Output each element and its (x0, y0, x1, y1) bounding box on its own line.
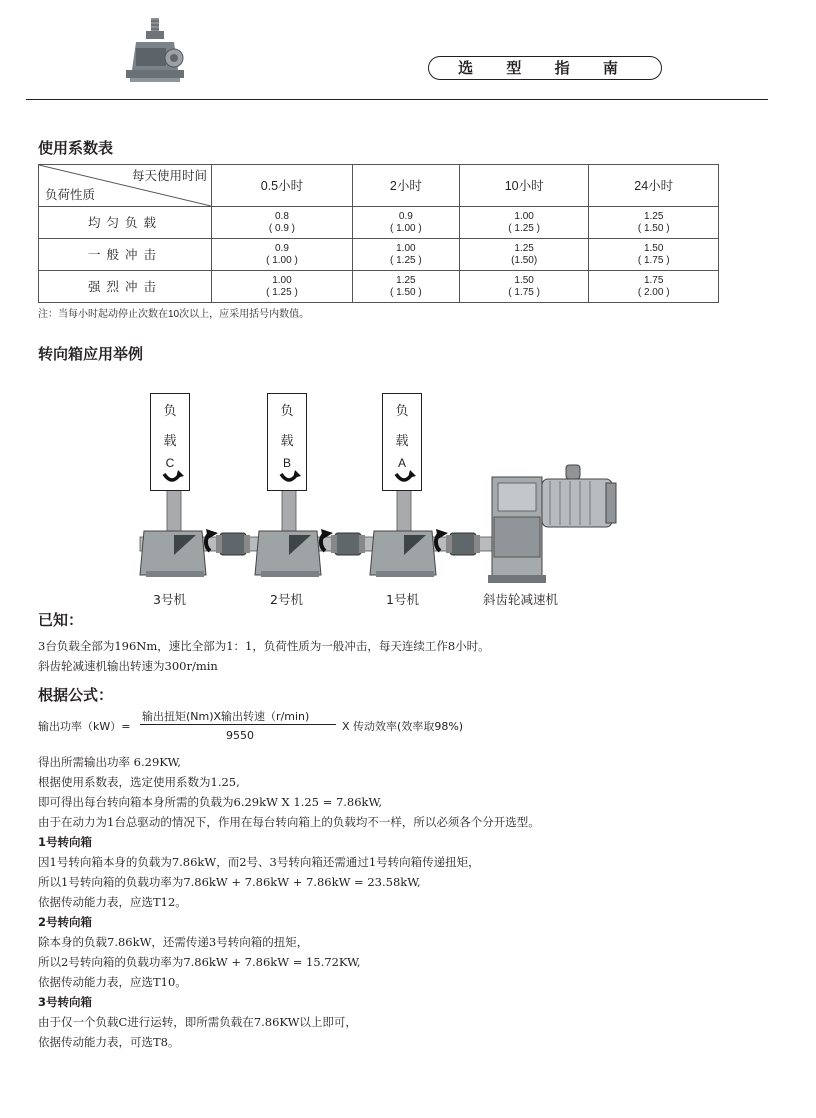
section-title-coefficient-table: 使用系数表 (38, 139, 114, 157)
table-note: 注：当每小时起动停止次数在10次以上，应采用括号内数值。 (38, 309, 310, 320)
table-cell (212, 207, 353, 239)
calc-line: 依据传动能力表，可选T8。 (38, 1035, 180, 1049)
table-cell (459, 271, 589, 303)
helical-gear-reducer (488, 465, 616, 583)
calc-line: 因1号转向箱本身的负载为7.86kW，而2号、3号转向箱还需通过1号转向箱传递扭矩， (38, 855, 480, 869)
load-label-char: 负 (163, 404, 177, 419)
reducer-label: 斜齿轮减速机 (483, 592, 559, 607)
coupling (216, 533, 250, 555)
formula-rhs: X 传动效率(效率取98%) (342, 720, 464, 733)
header-divider (26, 99, 768, 100)
cell-value: 1.25 (643, 210, 664, 222)
machine-label-2: 2号机 (270, 592, 303, 607)
cell-value: 1.00 (514, 210, 534, 222)
cell-value: 0.9 (274, 242, 289, 254)
load-label-char: 负 (280, 404, 294, 419)
table-cell (589, 271, 719, 303)
calc-line: 所以2号转向箱的负载功率为7.86kW + 7.86kW = 15.72KW, (38, 955, 361, 969)
table-row (39, 207, 719, 239)
gearbox-1 (370, 531, 436, 577)
known-text (38, 636, 490, 676)
cell-value: 1.25 (514, 242, 534, 254)
cell-value: 0.8 (274, 210, 289, 222)
page-header-title: 选 型 指 南 (428, 56, 662, 80)
calc-line: 由于在动力为1台总驱动的情况下，作用在每台转向箱上的负载均不一样，所以必须各个分开选型。 (38, 815, 540, 829)
cell-value-bracket: ( 1.50 ) (390, 286, 422, 298)
table-row (39, 239, 719, 271)
cell-value-bracket: ( 1.75 ) (508, 286, 540, 298)
table-cell (352, 239, 459, 271)
formula-lhs: 输出功率（kW）= (38, 720, 131, 733)
table-row (39, 271, 719, 303)
coupling (331, 533, 365, 555)
column-header: 2小时 (352, 165, 459, 207)
calc-line: 依据传动能力表，应选T12。 (38, 895, 187, 909)
cell-value-bracket: ( 1.50 ) (637, 222, 670, 234)
machine-label-3: 3号机 (153, 592, 186, 607)
load-label-letter: A (397, 456, 406, 470)
corner-header-bottom: 负荷性质 (45, 188, 96, 202)
gearbox-3-title: 3号转向箱 (38, 995, 93, 1009)
load-label-char: 载 (395, 434, 409, 449)
load-label-char: 载 (163, 434, 177, 449)
cell-value-bracket: ( 1.25 ) (390, 254, 422, 266)
table-cell (459, 239, 589, 271)
column-header: 24小时 (589, 165, 719, 207)
gearbox-1-title: 1号转向箱 (38, 835, 93, 849)
cell-value: 1.50 (514, 274, 534, 286)
load-label-letter: C (165, 456, 175, 470)
formula-denominator: 9550 (226, 729, 254, 742)
row-label: 强烈冲击 (39, 271, 212, 303)
formula-title: 根据公式： (38, 686, 114, 704)
row-label: 均匀负载 (39, 207, 212, 239)
gearbox-2 (255, 531, 321, 577)
cell-value: 1.00 (396, 242, 416, 254)
calc-line: 所以1号转向箱的负载功率为7.86kW + 7.86kW + 7.86kW = 23.58kW, (38, 875, 421, 889)
cell-value-bracket: ( 1.00 ) (266, 254, 298, 266)
cell-value-bracket: ( 1.75 ) (637, 254, 670, 266)
calc-line: 依据传动能力表，应选T10。 (38, 975, 187, 989)
table-cell (589, 207, 719, 239)
calculation-block (38, 752, 798, 1052)
gearbox-application-diagram (130, 455, 630, 590)
cell-value: 0.9 (398, 210, 413, 222)
cell-value: 1.75 (643, 274, 664, 286)
coupling (446, 533, 480, 555)
cell-value-bracket: ( 0.9 ) (268, 222, 295, 234)
calc-line: 由于仅一个负载C进行运转，即所需负载在7.86KW以上即可， (38, 1015, 357, 1029)
table-cell (212, 239, 353, 271)
table-cell (352, 207, 459, 239)
cell-value: 1.25 (396, 274, 416, 286)
formula-numerator: 输出扭矩(Nm)X输出转速（r/min) (142, 710, 310, 723)
rotation-arrow-icon (392, 470, 416, 488)
table-cell (459, 207, 589, 239)
row-label: 一般冲击 (39, 239, 212, 271)
rotation-arrow-icon (160, 470, 184, 488)
gearbox-2-title: 2号转向箱 (38, 915, 93, 929)
table-cell (352, 271, 459, 303)
calc-line: 除本身的负载7.86kW，还需传递3号转向箱的扭矩， (38, 935, 309, 949)
column-header: 0.5小时 (212, 165, 353, 207)
corner-header-top: 每天使用时间 (131, 169, 207, 183)
coefficient-table (38, 164, 719, 303)
machine-label-1: 1号机 (386, 592, 419, 607)
table-corner-cell (39, 165, 212, 207)
table-cell (212, 271, 353, 303)
gearbox-logo-icon (118, 18, 188, 86)
cell-value: 1.50 (643, 242, 664, 254)
cell-value-bracket: (1.50) (511, 254, 538, 266)
cell-value-bracket: ( 2.00 ) (637, 286, 670, 298)
cell-value-bracket: ( 1.25 ) (508, 222, 540, 234)
cell-value: 1.00 (272, 274, 292, 286)
cell-value-bracket: ( 1.00 ) (390, 222, 422, 234)
load-label-char: 负 (395, 404, 409, 419)
calc-line: 即可得出每台转向箱本身所需的负载为6.29kW X 1.25 = 7.86kW, (38, 795, 382, 809)
column-header: 10小时 (459, 165, 589, 207)
known-line: 3台负载全部为196Nm，速比全部为1：1，负荷性质为一般冲击，每天连续工作8小时。 (38, 639, 490, 653)
load-label-char: 载 (280, 434, 294, 449)
cell-value-bracket: ( 1.25 ) (266, 286, 298, 298)
rotation-arrow-icon (277, 470, 301, 488)
known-title: 已知： (38, 611, 84, 629)
calc-line: 得出所需输出功率 6.29KW, (38, 755, 181, 769)
gearbox-3 (140, 531, 206, 577)
section-title-application-example: 转向箱应用举例 (38, 345, 144, 363)
table-header-row (39, 165, 719, 207)
calc-line: 根据使用系数表，选定使用系数为1.25, (38, 775, 240, 789)
load-label-letter: B (282, 456, 291, 470)
table-cell (589, 239, 719, 271)
known-line: 斜齿轮减速机输出转速为300r/min (38, 659, 218, 673)
fraction-bar (140, 724, 336, 725)
